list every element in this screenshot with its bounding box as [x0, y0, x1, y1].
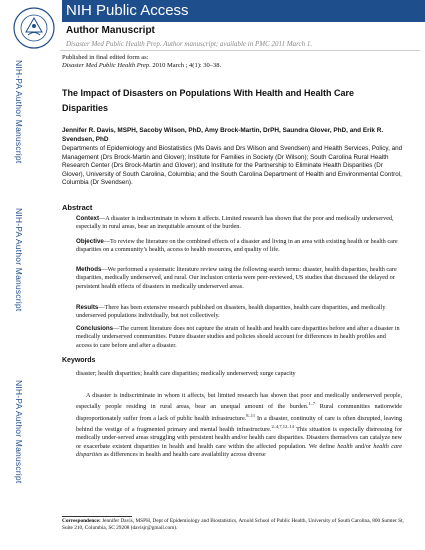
nih-seal-logo [12, 6, 56, 50]
context-label: Context [76, 215, 100, 222]
body-emphasis: health [337, 442, 353, 450]
citation [62, 62, 221, 69]
body-text-run: A disaster is indiscriminate in whom it affects, but limited research has shown that poor and medically underserved people, especially people residing in rural areas, bear an unequal amount of the burden. [76, 392, 402, 411]
affiliations: Departments of Epidemiology and Biostatistics (Ms Davis and Drs Wilson and Svendsen) and Health Services, Policy, and Management (Drs Brock-Martin and Glover); Institute for Families in Society (Dr Wilson); South Carolina Rural Health Research Center (Drs Brock-Martin and Glover); and Institute for the Partnership to Eliminate Health Disparities (Dr Glover), University of South Carolina, Columbia; and the South Carolina Department of Health and Environmental Control, Columbia (Dr Svendsen). [62, 145, 403, 186]
keywords-heading: Keywords [62, 357, 96, 364]
objective-text: —To review the literature on the combined effects of a disaster and living in an area with existing health or health care disparities on a community’s health, access to health resources, and quality of life. [76, 238, 398, 254]
abstract-heading: Abstract [62, 203, 93, 212]
brand-subtitle: Author Manuscript [66, 25, 155, 36]
methods-text: —We performed a systematic literature review using the following search terms: disaster, health disparities, health care disparities, medically underserved, and rural. Our inclusion criteria were peer-reviewed, US studies that discussed the delayed or persistent health effects of disasters in medically underserved areas. [76, 266, 397, 290]
methods-label: Methods [76, 266, 102, 273]
brand-title: NIH Public Access [66, 2, 189, 19]
article-title: The Impact of Disasters on Populations With Health and Health Care Disparities [62, 88, 354, 113]
conclusions-text: —The current literature does not capture the strain of health and health care disparities before and after a disaster in medically underserved communities. Future disaster studies and policies should account for differences in health profiles and access to care before and after a disaster. [76, 325, 400, 349]
abstract-context [76, 215, 402, 232]
body-emphasis: health care disparities [76, 442, 402, 458]
body-text-run: In a disaster, continuity of care is often disrupted, leaving behind the vestige of a fragmented primary and mental health infrastructure. [76, 414, 402, 434]
results-text: —There has been extensive research published on disasters, health disparities, health care disparities, and medically underserved populations individually, but not collectively. [76, 304, 386, 320]
side-banner: NIH-PA Author Manuscript [14, 380, 24, 484]
manuscript-availability-line: Disaster Med Public Health Prep. Author manuscript; available in PMC 2011 March 1. [66, 40, 313, 48]
citation-journal: Disaster Med Public Health Prep [62, 62, 150, 69]
body-text-run: Rural communities nationwide disproportionately suffer from a lack of public health infrastructure. [76, 403, 402, 422]
footnote-divider [62, 516, 132, 517]
body-text-run: This situation is especially distressing for medically under-served areas struggling with persistent health and/or health care disparities. Disasters themselves can catalyze new or exacerbate existent disparities in health and health care within the affected population. We define [76, 426, 403, 450]
citation-details: . 2010 March ; 4(1): 30–38. [149, 62, 222, 69]
footnote-label: Correspondence: [62, 518, 101, 524]
abstract-results [76, 304, 402, 321]
author-list: Jennifer R. Davis, MSPH, Sacoby Wilson, PhD, Amy Brock-Martin, DrPH, Saundra Glover, PhD, and Erik R. Svendsen, PhD [62, 127, 384, 143]
side-banner: NIH-PA Author Manuscript [14, 208, 24, 312]
body-text-run: as differences in health and health care availability across diverse [102, 450, 266, 458]
citation-ref[interactable]: 1–7 [308, 401, 316, 407]
citation-ref[interactable]: 8–11 [246, 412, 256, 418]
abstract-conclusions [76, 325, 402, 350]
citation-ref[interactable]: 2–4,7,12–14 [271, 424, 294, 430]
context-text: —A disaster is indiscriminate in whom it affects. Limited research has shown that the poor and medically underserved, especially in rural areas, bear an inequitable amount of the burden. [76, 215, 394, 231]
correspondence-footnote [62, 518, 404, 532]
keywords-list: disaster; health disparities; health care disparities; medically underserved; surge capacity [76, 370, 296, 377]
body-paragraph [76, 392, 402, 459]
header-divider [60, 50, 420, 51]
published-label: Published in final edited form as: [62, 54, 149, 61]
conclusions-label: Conclusions [76, 325, 114, 332]
abstract-methods [76, 266, 402, 291]
body-text-run: and/or [352, 442, 374, 450]
results-label: Results [76, 304, 99, 311]
side-banner: NIH-PA Author Manuscript [14, 60, 24, 164]
abstract-objective [76, 238, 402, 255]
footnote-text: Jennifer Davis, MSPH, Dept of Epidemiology and Biostatistics, Arnold School of Public Health, University of South Carolina, 800 Sumter St, Suite 210, Columbia, SC 29208 (davisjr@gmail.com). [62, 518, 404, 531]
objective-label: Objective [76, 238, 104, 245]
